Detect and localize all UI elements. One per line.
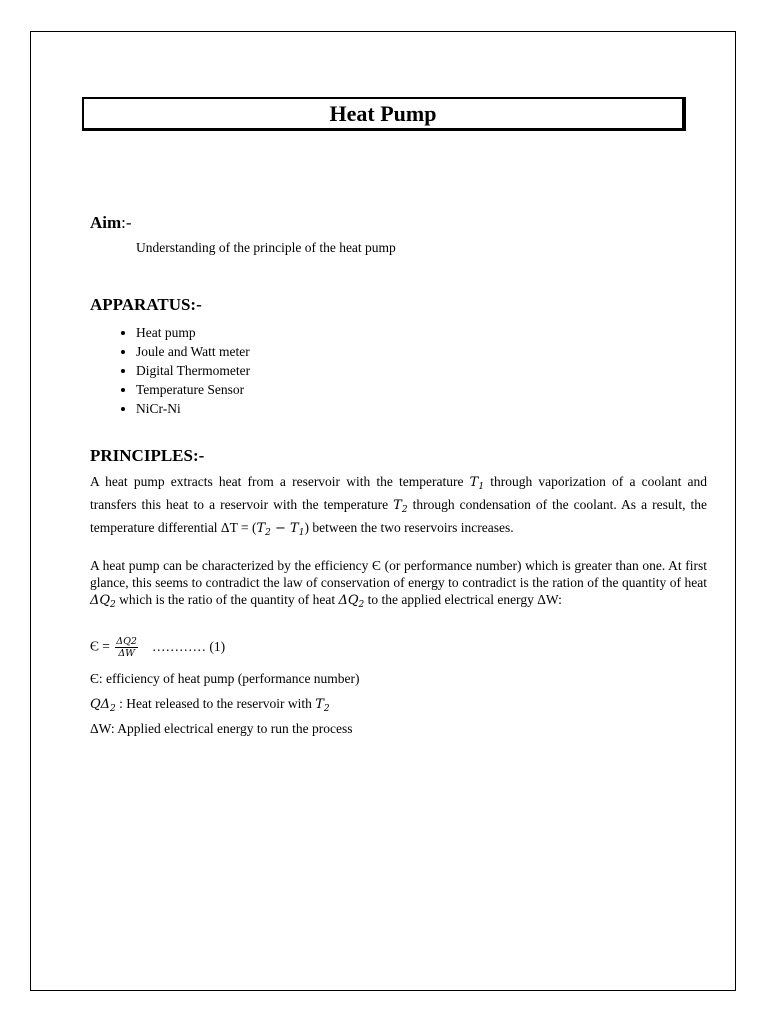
document-page: [30, 31, 736, 991]
apparatus-item: • Joule and Watt meter: [136, 342, 250, 361]
definition-efficiency: Є: efficiency of heat pump (performance number): [90, 671, 360, 686]
apparatus-item: • Digital Thermometer: [136, 361, 250, 380]
apparatus-item: • Temperature Sensor: [136, 380, 250, 399]
t2-symbol: $T_2$: [393, 498, 408, 515]
principles-paragraph-1: A heat pump extracts heat from a reservoir with the temperature $T_1$ through vaporization of a coolant and transfers this heat to a reservoir with the temperature $T_2$ through condensation of the coolant. As a result, the temperature differential $\Delta T = (T_2 - T_1)$ between the two reservoirs increases.: [90, 474, 707, 538]
t1-symbol: $T_1$: [469, 475, 485, 492]
apparatus-heading: APPARATUS:-: [90, 295, 202, 314]
apparatus-item: • NiCr-Ni: [136, 399, 250, 418]
aim-text: Understanding of the principle of the heat pump: [136, 240, 396, 255]
title-box: [82, 97, 686, 131]
definition-heat-released: $Q\Delta_2$ : Heat released to the reservoir with $T_2$: [90, 696, 330, 714]
temperature-difference-expression: $T_2 - T_1$: [256, 521, 305, 538]
apparatus-item: • Heat pump: [136, 323, 250, 342]
aim-heading: Aim:-: [90, 213, 132, 232]
formula-fraction: $\frac{\Delta Q2}{\Delta W}$: [116, 636, 137, 659]
delta-q2-symbol: $\Delta Q_2$: [90, 593, 116, 610]
apparatus-list: [90, 323, 250, 418]
delta-q2-symbol: $\Delta Q_2$: [338, 593, 365, 610]
principles-paragraph-2: A heat pump can be characterized by the efficiency Є (or performance number) which is greater than one. At first glance, this seems to contradict the law of conservation of energy to contradict is the ration of the quantity of heat $\Delta Q_2$ which is the ratio of the quantity of heat $\Delta Q_2$ to the applied electrical energy ΔW:: [90, 558, 707, 610]
principles-heading: PRINCIPLES:-: [90, 446, 205, 465]
definition-electrical-energy: ΔW: Applied electrical energy to run the process: [90, 721, 353, 736]
document-title: Heat Pump: [329, 101, 437, 126]
efficiency-formula: Є = $\frac{\Delta Q2}{\Delta W}$ ………… (1): [90, 636, 226, 659]
